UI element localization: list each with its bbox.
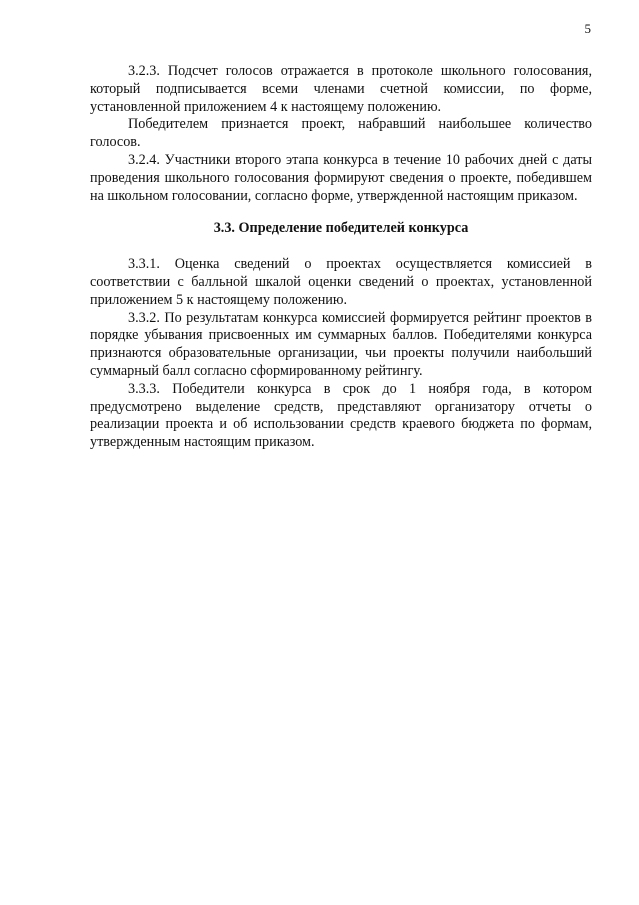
paragraph-3-3-3: 3.3.3. Победители конкурса в срок до 1 ноября года, в котором предусмотрено выделение средств, представляют организатору отчеты о реализации проекта и об использовании средств краевого бюджета по формам, утвержденным настоящим приказом. <box>90 380 592 451</box>
section-vote-counting <box>90 63 592 205</box>
section-winners <box>90 256 592 452</box>
document-body <box>90 63 592 452</box>
paragraph-3-2-3: 3.2.3. Подсчет голосов отражается в протоколе школьного голосования, который подписывается всеми членами счетной комиссии, по форме, установленной приложением 4 к настоящему положению. <box>90 63 592 115</box>
paragraph-3-3-2: 3.3.2. По результатам конкурса комиссией формируется рейтинг проектов в порядке убывания присвоенных им суммарных баллов. Победителями конкурса признаются образовательные организации, чьи проекты получили наибольший суммарный балл согласно сформированному рейтингу. <box>90 309 592 379</box>
paragraph-winner-definition: Победителем признается проект, набравший наибольшее количество голосов. <box>90 116 592 151</box>
section-heading-winners: 3.3. Определение победителей конкурса <box>213 220 469 237</box>
paragraph-3-2-4: 3.2.4. Участники второго этапа конкурса в течение 10 рабочих дней с даты проведения школьного голосования формируют сведения о проекте, победившем на школьном голосовании, согласно форме, утвержденной настоящим приказом. <box>90 151 592 204</box>
paragraph-3-3-1: 3.3.1. Оценка сведений о проектах осуществляется комиссией в соответствии с балльной шкалой оценки сведений о проектах, установленной приложением 5 к настоящему положению. <box>90 256 592 308</box>
page-number: 5 <box>584 21 591 36</box>
